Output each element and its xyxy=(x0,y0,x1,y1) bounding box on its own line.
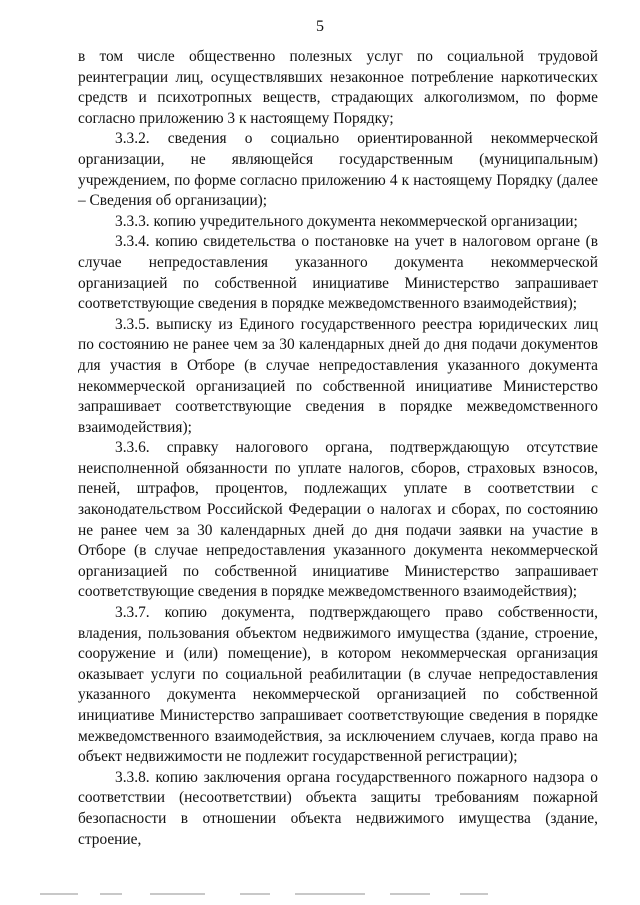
scan-artifact-marks xyxy=(40,893,600,899)
paragraph-item-3-3-2: 3.3.2. сведения о социально ориентированной некоммерческой организации, не являющейся государственным (муниципальным) учреждением, по форме согласно приложению 4 к настоящему Порядку (далее – Сведения об организации); xyxy=(78,130,598,210)
paragraph-continuation: в том числе общественно полезных услуг по социальной трудовой реинтеграции лиц, осуществлявших незаконное потребление наркотических средств и психотропных веществ, страдающих алкоголизмом, по форме согласно приложению 3 к настоящему Порядку; xyxy=(78,48,598,127)
page-number: 5 xyxy=(316,18,324,35)
document-body xyxy=(78,47,598,850)
paragraph-item-3-3-7: 3.3.7. копию документа, подтверждающего право собственности, владения, пользования объектом недвижимого имущества (здание, строение, сооружение и (или) помещение), в котором некоммерческая организация оказывает услуги по социальной реабилитации (в случае непредоставления указанного документа некоммерческой организацией по собственной инициативе Министерство запрашивает соответствующие сведения в порядке межведомственного взаимодействия, за исключением случаев, когда право на объект недвижимости не подлежит государственной регистрации); xyxy=(78,604,598,766)
paragraph-item-3-3-5: 3.3.5. выписку из Единого государственного реестра юридических лиц по состоянию не ранее чем за 30 календарных дней до дня подачи документов для участия в Отборе (в случае непредоставления указанного документа некоммерческой организацией по собственной инициативе Министерство запрашивает соответствующие сведения в порядке межведомственного взаимодействия); xyxy=(78,315,598,436)
paragraph-item-3-3-3: 3.3.3. копию учредительного документа некоммерческой организации; xyxy=(115,212,578,230)
paragraph-item-3-3-6: 3.3.6. справку налогового органа, подтверждающую отсутствие неисполненной обязанности по уплате налогов, сборов, страховых взносов, пеней, штрафов, процентов, подлежащих уплате в соответствии с законодательством Российской Федерации о налогах и сборах, по состоянию не ранее чем за 30 календарных дней до дня подачи заявки на участие в Отборе (в случае непредоставления указанного документа некоммерческой организацией по собственной инициативе Министерство запрашивает соответствующие сведения в порядке межведомственного взаимодействия); xyxy=(78,439,598,601)
paragraph-item-3-3-8: 3.3.8. копию заключения органа государственного пожарного надзора о соответствии (несоответствии) объекта защиты требованиям пожарной безопасности в отношении объекта недвижимого имущества (здание, строение, xyxy=(78,768,598,848)
paragraph-item-3-3-4: 3.3.4. копию свидетельства о постановке на учет в налоговом органе (в случае непредоставления указанного документа некоммерческой организацией по собственной инициативе Министерство запрашивает соответствующие сведения в порядке межведомственного взаимодействия); xyxy=(78,233,598,313)
